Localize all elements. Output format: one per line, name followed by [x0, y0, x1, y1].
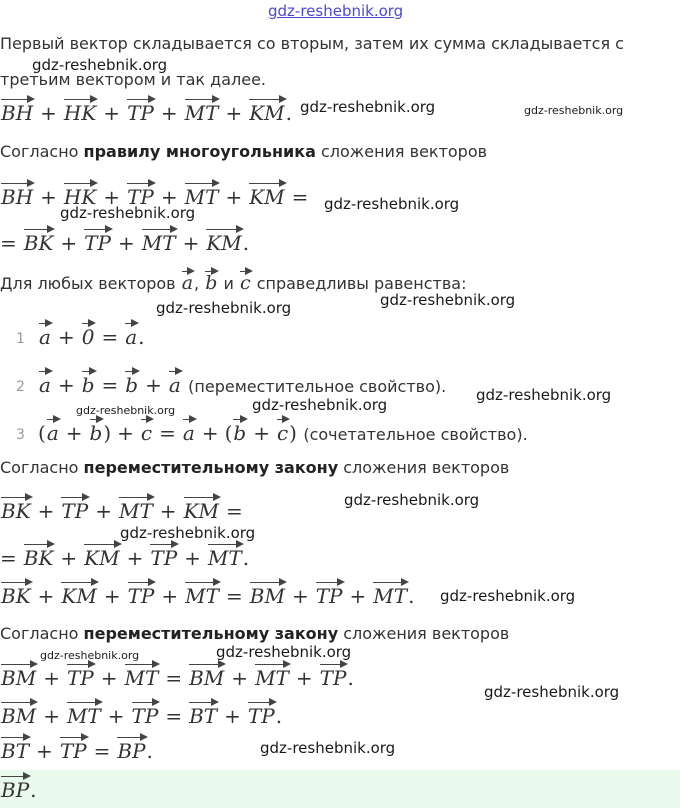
watermark: gdz-reshebnik.org [476, 386, 612, 404]
property-1: a + 0 = a. [39, 325, 145, 349]
watermark: gdz-reshebnik.org [252, 396, 388, 414]
watermark: gdz-reshebnik.org [32, 56, 168, 74]
paragraph-commutative-2: Согласно переместительному закону сложения векторов [0, 624, 510, 643]
watermark: gdz-reshebnik.org [216, 643, 352, 661]
equation-2b: = BK + TP + MT + KM. [0, 231, 250, 255]
equation-2a: BH + HK + TP + MT + KM = [1, 185, 309, 209]
equation-4a: BK + TP + MT + KM = [1, 499, 243, 523]
equation-5a: BM + TP + MT = BM + MT + TP. [1, 666, 354, 690]
answer: BP. [1, 778, 37, 802]
watermark: gdz-reshebnik.org [440, 587, 576, 605]
equation-1: BH + HK + TP + MT + KM. [1, 101, 292, 125]
equation-5c: BT + TP = BP. [1, 739, 153, 763]
watermark: gdz-reshebnik.org [300, 98, 436, 116]
watermark: gdz-reshebnik.org [156, 299, 292, 317]
watermark: gdz-reshebnik.org [484, 683, 620, 701]
intro-line-2: третьим вектором и так далее. [0, 70, 266, 89]
equation-5b: BM + MT + TP = BT + TP. [1, 704, 283, 728]
paragraph-polygon-rule: Согласно правилу многоугольника сложения векторов [0, 142, 488, 161]
watermark: gdz-reshebnik.org [60, 204, 196, 222]
watermark: gdz-reshebnik.org [260, 739, 396, 757]
property-number-2: 2 [16, 379, 25, 395]
watermark: gdz-reshebnik.org [40, 649, 140, 662]
watermark: gdz-reshebnik.org [344, 491, 480, 509]
property-2: a + b = b + a (переместительное свойство). [39, 373, 447, 397]
paragraph-commutative-1: Согласно переместительному закону сложения векторов [0, 458, 510, 477]
watermark: gdz-reshebnik.org [120, 524, 256, 542]
watermark: gdz-reshebnik.org [380, 291, 516, 309]
watermark: gdz-reshebnik.org [324, 195, 460, 213]
watermark-link[interactable]: gdz-reshebnik.org [268, 2, 404, 20]
answer-box [0, 770, 680, 808]
equation-4c: BK + KM + TP + MT = BM + TP + MT. [1, 584, 415, 608]
property-3: (a + b) + c = a + (b + c) (сочетательное свойство). [38, 421, 528, 445]
equation-4b: = BK + KM + TP + MT. [0, 546, 250, 570]
paragraph-for-any-vectors: Для любых векторов a, b и c справедливы равенства: [0, 272, 467, 294]
intro-line-1: Первый вектор складывается со вторым, затем их сумма складывается с [0, 34, 624, 53]
watermark: gdz-reshebnik.org [524, 104, 624, 117]
watermark: gdz-reshebnik.org [76, 404, 176, 417]
property-number-3: 3 [16, 427, 25, 443]
property-number-1: 1 [16, 331, 25, 347]
